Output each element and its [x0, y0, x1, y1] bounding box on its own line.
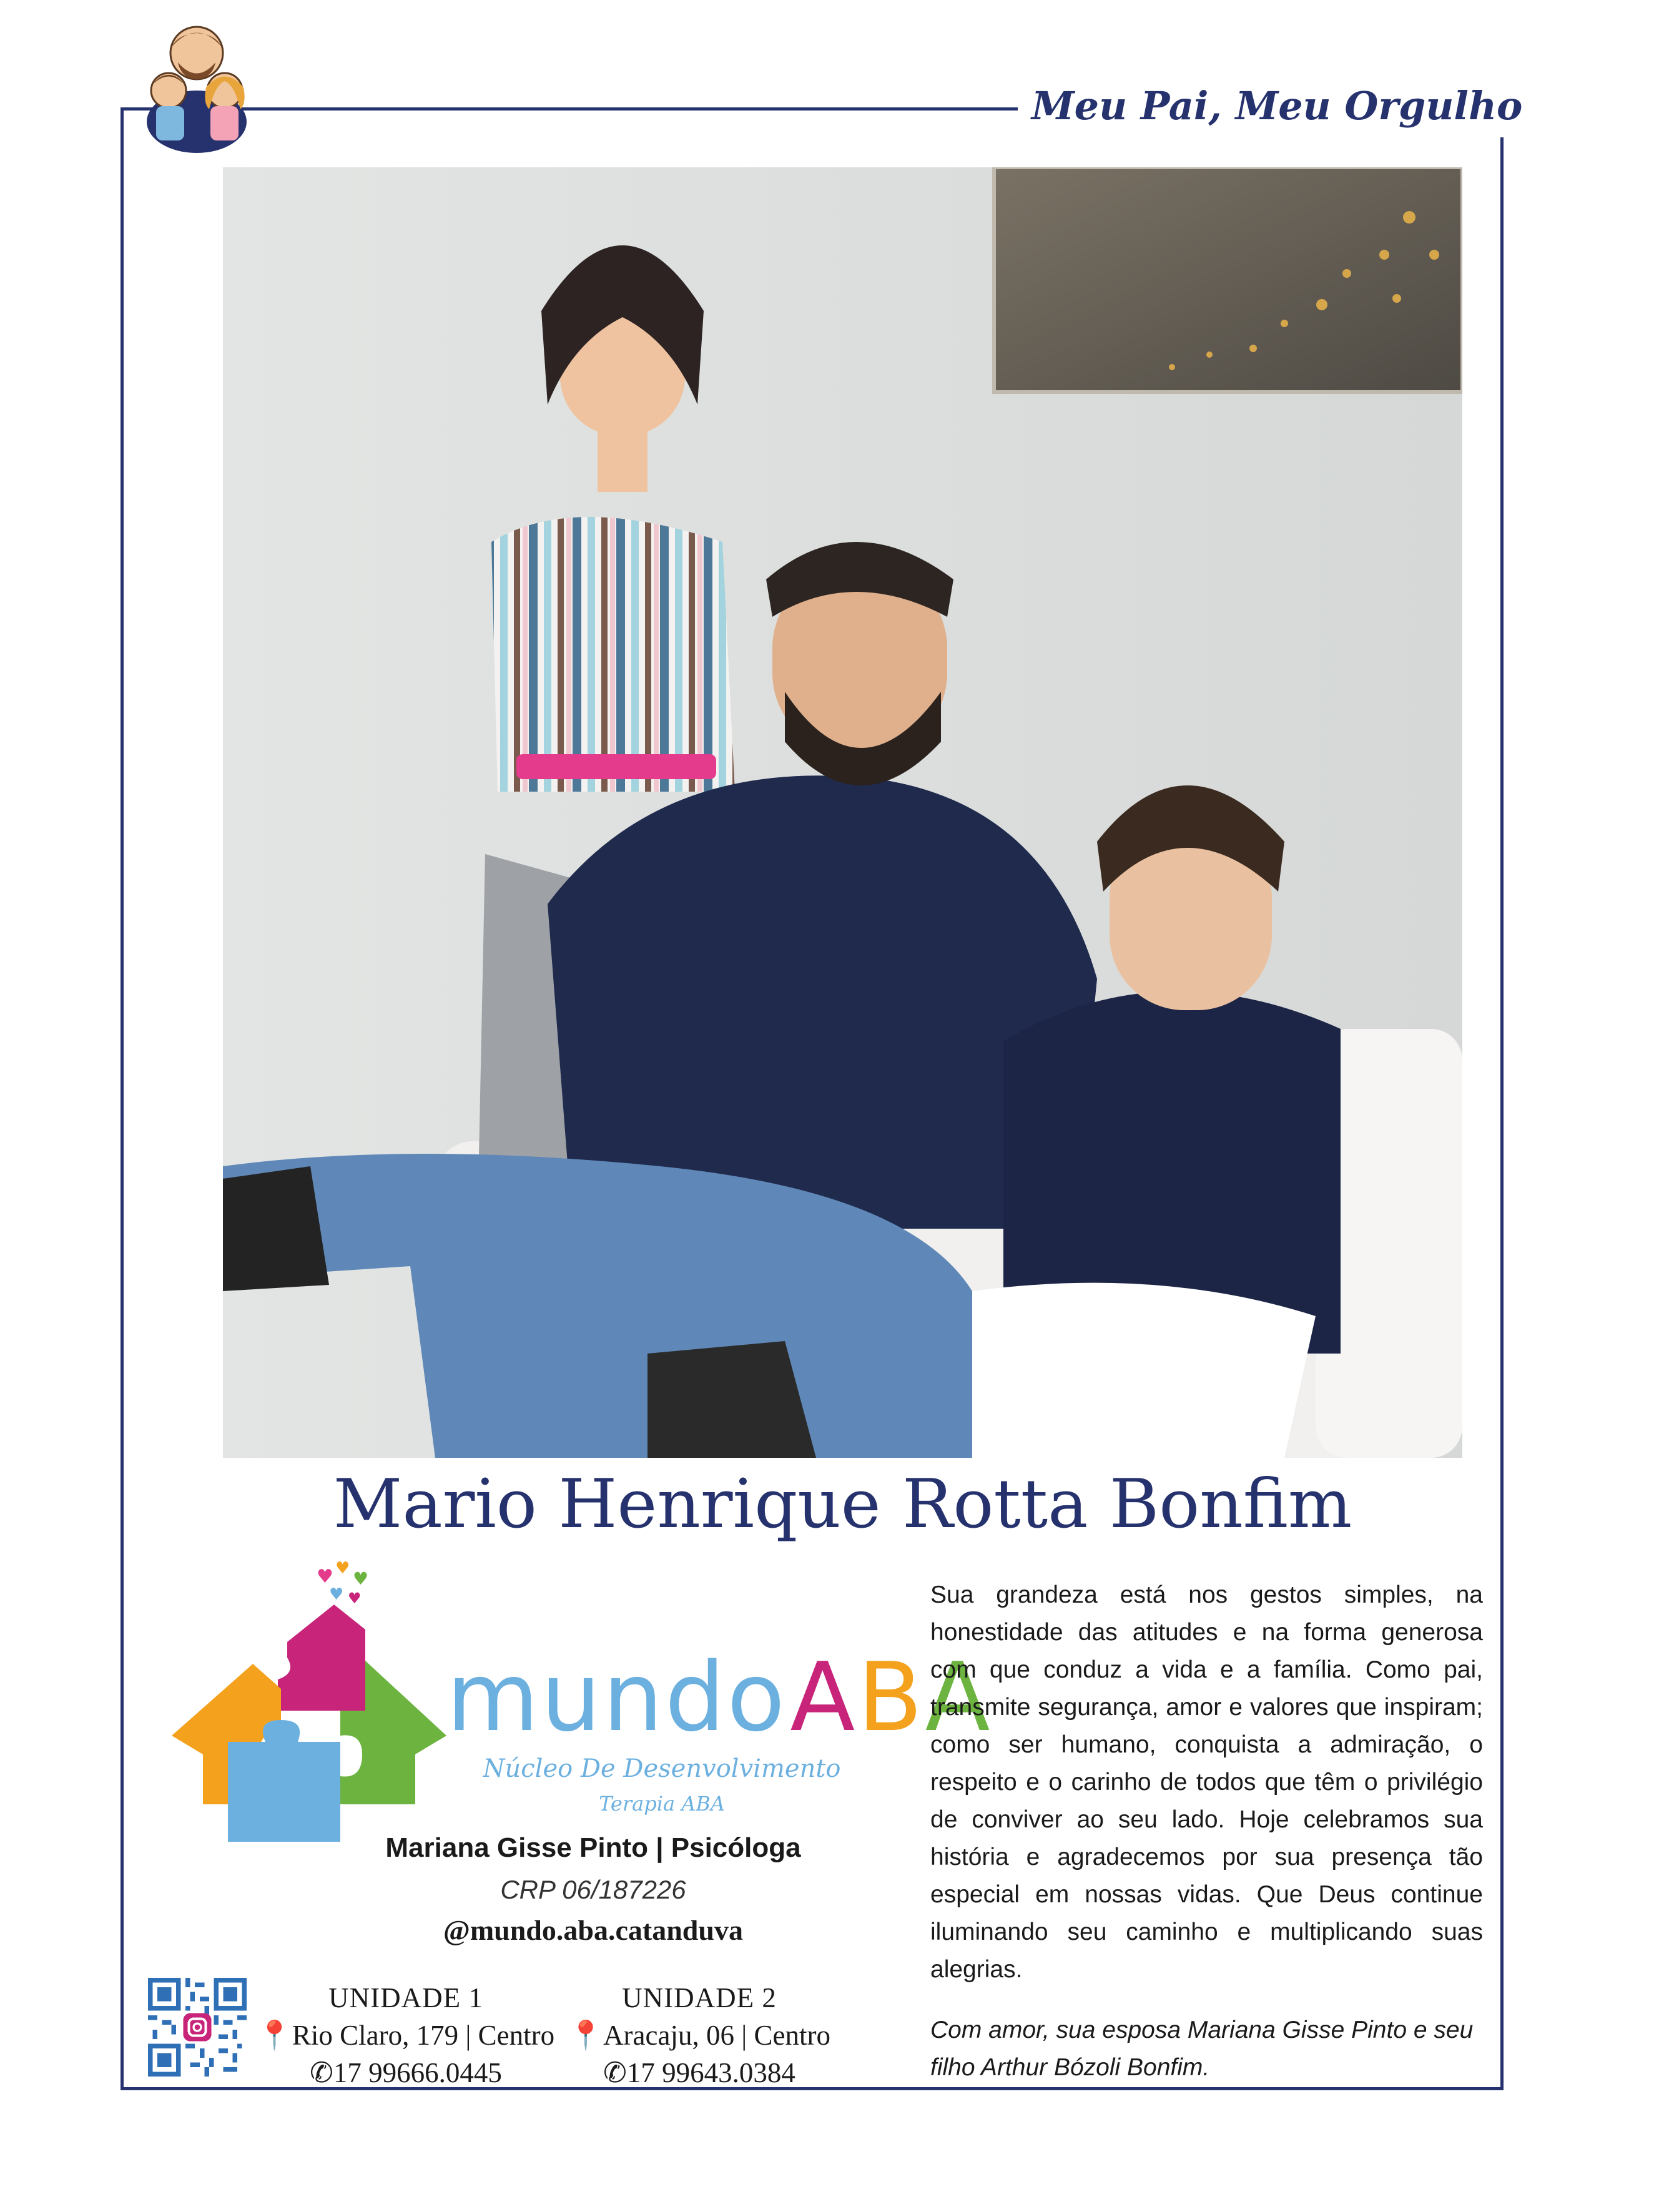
unit-1-address-row [256, 2017, 556, 2054]
unit-2-phone[interactable]: 17 99643.0384 [626, 2057, 795, 2088]
unit-2-address-row [562, 2017, 837, 2054]
svg-text:♥: ♥ [329, 1585, 344, 1604]
unit-2-phone-row [562, 2054, 837, 2092]
contact-crp: CRP 06/187226 [500, 1875, 686, 1904]
contact-name: Mariana Gisse Pinto | Psicóloga [385, 1832, 801, 1863]
unit-1-address[interactable]: Rio Claro, 179 | Centro [292, 2020, 555, 2051]
brand-name-mundo: mundo [446, 1642, 787, 1752]
location-pin-icon: 📍 [568, 2020, 604, 2051]
family-illustration-icon [140, 16, 250, 156]
svg-text:♥: ♥ [348, 1590, 362, 1607]
heart-icons [317, 1559, 368, 1607]
unit-1 [256, 1979, 556, 2092]
unit-1-title: UNIDADE 1 [328, 1982, 483, 2013]
honoree-name: Mario Henrique Rotta Bonfim [333, 1465, 1352, 1543]
whatsapp-icon: ✆ [310, 2057, 333, 2088]
unit-2 [562, 1979, 837, 2092]
brand-name [446, 1642, 993, 1752]
brand-subtitle: Núcleo De Desenvolvimento [483, 1754, 841, 1783]
family-portrait-photo [223, 167, 1462, 1458]
location-pin-icon: 📍 [257, 2020, 292, 2051]
unit-1-phone[interactable]: 17 99666.0445 [333, 2057, 502, 2088]
svg-text:♥: ♥ [353, 1568, 369, 1589]
qr-code[interactable] [148, 1978, 247, 2077]
svg-text:♥: ♥ [317, 1566, 333, 1588]
tribute-message: Sua grandeza está nos gestos simples, na honestidade das atitudes e na forma generosa com que conduz a vida e a família. Como pai, transmite segurança, amor e valores que inspiram; como ser humano, conquista a admiração, o respeito e o carinho de todos que têm o privilégio de conviver ao seu lado. Hoje celebramos sua história e agradecemos por sua presença tão especial em nossas vidas. Que Deus continue iluminando seu caminho e multiplicando suas alegrias. [930, 1581, 1483, 1983]
whatsapp-icon: ✆ [603, 2057, 627, 2088]
unit-1-phone-row [256, 2054, 556, 2092]
header-title: Meu Pai, Meu Orgulho [1018, 75, 1536, 137]
unit-2-title: UNIDADE 2 [622, 1982, 777, 2013]
brand-tagline: Terapia ABA [599, 1792, 725, 1816]
brand-name-aba: ABA [790, 1642, 993, 1752]
tribute-signature: Com amor, sua esposa Mariana Gisse Pinto e seu filho Arthur Bózoli Bonfim. [930, 2017, 1474, 2081]
svg-text:♥: ♥ [335, 1559, 350, 1578]
contact-instagram: @mundo.aba.catanduva [443, 1914, 743, 1946]
unit-2-address[interactable]: Aracaju, 06 | Centro [603, 2020, 830, 2051]
